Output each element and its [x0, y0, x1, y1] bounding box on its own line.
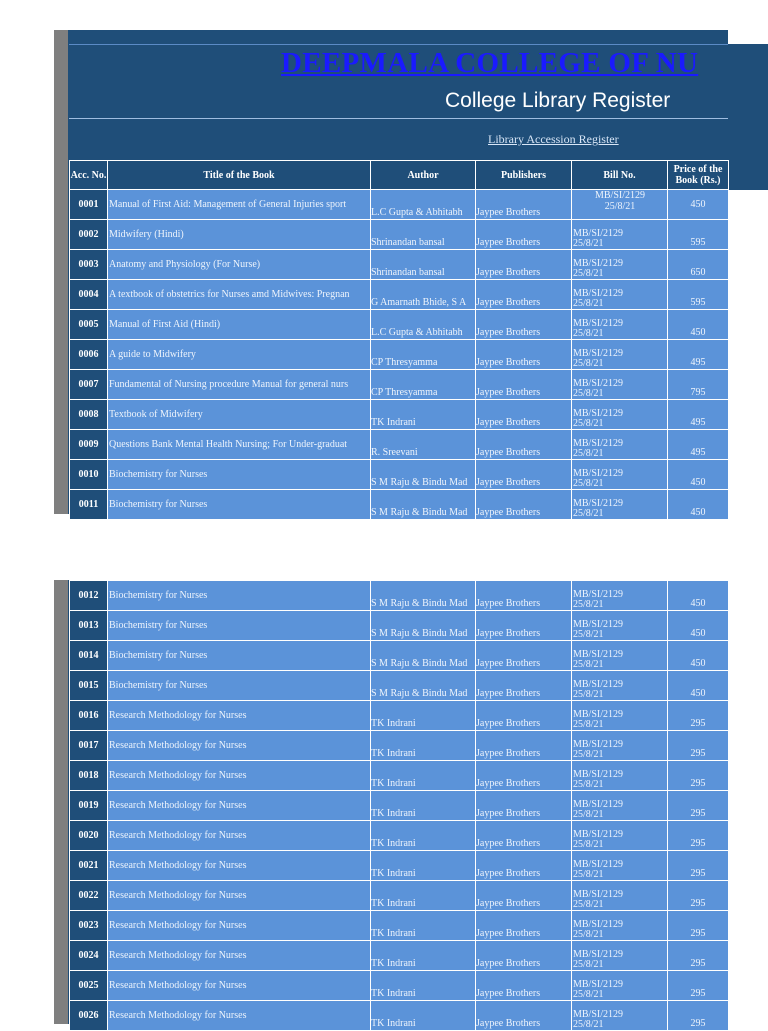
publisher-cell[interactable]: Jaypee Brothers	[476, 1001, 572, 1031]
acc-no-cell[interactable]: 0001	[70, 190, 108, 220]
table-row[interactable]	[70, 280, 729, 310]
bill-no-cell[interactable]	[572, 250, 668, 280]
publisher-cell[interactable]: Jaypee Brothers	[476, 310, 572, 340]
bill-number: MB/SI/2129	[573, 679, 624, 690]
acc-no-cell[interactable]: 0017	[70, 731, 108, 761]
bill-number: MB/SI/2129	[573, 829, 624, 840]
acc-no-cell[interactable]: 0016	[70, 701, 108, 731]
title-cell[interactable]: Research Methodology for Nurses	[108, 701, 371, 731]
author-cell[interactable]: TK Indrani	[371, 851, 476, 881]
publisher-cell[interactable]: Jaypee Brothers	[476, 280, 572, 310]
header-bill-no: Bill No.	[572, 161, 668, 190]
bill-date: 25/8/21	[573, 448, 604, 459]
acc-no-cell[interactable]: 0013	[70, 611, 108, 641]
table-row[interactable]	[70, 250, 729, 280]
table-row[interactable]	[70, 941, 729, 971]
price-cell[interactable]: 495	[668, 400, 729, 430]
title-cell[interactable]: Biochemistry for Nurses	[108, 611, 371, 641]
price-cell[interactable]: 495	[668, 340, 729, 370]
publisher-cell[interactable]: Jaypee Brothers	[476, 490, 572, 520]
publisher-cell[interactable]: Jaypee Brothers	[476, 581, 572, 611]
author-cell[interactable]: TK Indrani	[371, 400, 476, 430]
bill-no-cell[interactable]	[572, 220, 668, 250]
author-cell[interactable]: TK Indrani	[371, 731, 476, 761]
bill-number: MB/SI/2129	[573, 769, 624, 780]
bill-number: MB/SI/2129	[573, 619, 624, 630]
title-cell[interactable]: Manual of First Aid: Management of General Injuries sport	[108, 190, 371, 220]
bill-date: 25/8/21	[573, 238, 604, 249]
price-cell[interactable]: 295	[668, 1001, 729, 1031]
title-cell[interactable]: A guide to Midwifery	[108, 340, 371, 370]
bill-no-cell[interactable]	[572, 671, 668, 701]
price-cell[interactable]: 295	[668, 941, 729, 971]
bill-number: MB/SI/2129	[573, 318, 624, 329]
acc-no-cell[interactable]: 0018	[70, 761, 108, 791]
price-cell[interactable]: 295	[668, 821, 729, 851]
author-cell[interactable]: TK Indrani	[371, 791, 476, 821]
bill-number: MB/SI/2129	[573, 799, 624, 810]
acc-no-cell[interactable]: 0021	[70, 851, 108, 881]
price-cell[interactable]: 295	[668, 701, 729, 731]
acc-no-cell[interactable]: 0008	[70, 400, 108, 430]
price-cell[interactable]: 450	[668, 490, 729, 520]
bill-no-cell[interactable]	[572, 581, 668, 611]
bill-no-cell[interactable]	[572, 851, 668, 881]
table-row[interactable]	[70, 310, 729, 340]
price-cell[interactable]: 450	[668, 671, 729, 701]
price-cell[interactable]: 450	[668, 460, 729, 490]
header-price: Price of the Book (Rs.)	[668, 161, 729, 190]
table-row[interactable]	[70, 460, 729, 490]
register-title-bar	[69, 85, 728, 119]
title-cell[interactable]: Midwifery (Hindi)	[108, 220, 371, 250]
bill-date: 25/8/21	[573, 358, 604, 369]
author-cell[interactable]: TK Indrani	[371, 701, 476, 731]
title-cell[interactable]: Research Methodology for Nurses	[108, 1001, 371, 1031]
overflow-cell-block	[728, 44, 768, 190]
author-cell[interactable]: R. Sreevani	[371, 430, 476, 460]
bill-no-cell[interactable]	[572, 310, 668, 340]
title-cell[interactable]: Research Methodology for Nurses	[108, 731, 371, 761]
header-acc-no: Acc. No.	[70, 161, 108, 190]
title-cell[interactable]: Biochemistry for Nurses	[108, 671, 371, 701]
price-cell[interactable]: 450	[668, 611, 729, 641]
title-cell[interactable]: Research Methodology for Nurses	[108, 881, 371, 911]
price-cell[interactable]: 795	[668, 370, 729, 400]
price-cell[interactable]: 450	[668, 190, 729, 220]
title-cell[interactable]: Research Methodology for Nurses	[108, 851, 371, 881]
bill-no-cell[interactable]	[572, 761, 668, 791]
bill-number: MB/SI/2129	[573, 739, 624, 750]
bill-number: MB/SI/2129	[573, 378, 624, 389]
acc-no-cell[interactable]: 0020	[70, 821, 108, 851]
publisher-cell[interactable]: Jaypee Brothers	[476, 370, 572, 400]
bill-date: 25/8/21	[573, 1019, 604, 1030]
price-cell[interactable]: 295	[668, 791, 729, 821]
acc-no-cell[interactable]: 0022	[70, 881, 108, 911]
college-name: DEEPMALA COLLEGE OF NU	[281, 47, 699, 79]
title-cell[interactable]: Biochemistry for Nurses	[108, 641, 371, 671]
price-cell[interactable]: 295	[668, 971, 729, 1001]
bill-no-cell[interactable]	[572, 460, 668, 490]
bill-number: MB/SI/2129	[573, 438, 624, 449]
publisher-cell[interactable]: Jaypee Brothers	[476, 941, 572, 971]
bill-number: MB/SI/2129	[573, 949, 624, 960]
title-cell[interactable]: Biochemistry for Nurses	[108, 581, 371, 611]
bill-date: 25/8/21	[573, 899, 604, 910]
table-row[interactable]	[70, 220, 729, 250]
price-cell[interactable]: 295	[668, 881, 729, 911]
author-cell[interactable]: S M Raju & Bindu Mad	[371, 641, 476, 671]
author-cell[interactable]: TK Indrani	[371, 881, 476, 911]
author-cell[interactable]: CP Thresyamma	[371, 340, 476, 370]
title-cell[interactable]: Questions Bank Mental Health Nursing; For Under-graduat	[108, 430, 371, 460]
bill-date: 25/8/21	[573, 869, 604, 880]
author-cell[interactable]: TK Indrani	[371, 971, 476, 1001]
title-cell[interactable]: Biochemistry for Nurses	[108, 490, 371, 520]
bill-no-cell[interactable]	[572, 911, 668, 941]
bill-no-cell[interactable]	[572, 490, 668, 520]
table-row[interactable]	[70, 1001, 729, 1031]
bill-no-cell[interactable]	[572, 641, 668, 671]
author-cell[interactable]: S M Raju & Bindu Mad	[371, 490, 476, 520]
acc-no-cell[interactable]: 0002	[70, 220, 108, 250]
table-row[interactable]	[70, 400, 729, 430]
bill-number: MB/SI/2129	[573, 348, 624, 359]
author-cell[interactable]: S M Raju & Bindu Mad	[371, 671, 476, 701]
acc-no-cell[interactable]: 0019	[70, 791, 108, 821]
publisher-cell[interactable]: Jaypee Brothers	[476, 220, 572, 250]
bill-no-cell[interactable]	[572, 430, 668, 460]
bill-no-cell[interactable]	[572, 881, 668, 911]
author-cell[interactable]: TK Indrani	[371, 761, 476, 791]
bill-date: 25/8/21	[573, 719, 604, 730]
accession-table-page-1	[69, 160, 729, 520]
table-row[interactable]	[70, 190, 729, 220]
table-row[interactable]	[70, 340, 729, 370]
header-title: Title of the Book	[108, 161, 371, 190]
bill-number: MB/SI/2129	[573, 1009, 624, 1020]
price-cell[interactable]: 450	[668, 641, 729, 671]
table-row[interactable]	[70, 911, 729, 941]
author-cell[interactable]: Shrinandan bansal	[371, 220, 476, 250]
bill-no-cell[interactable]	[572, 971, 668, 1001]
author-cell[interactable]: S M Raju & Bindu Mad	[371, 460, 476, 490]
author-cell[interactable]: S M Raju & Bindu Mad	[371, 581, 476, 611]
bill-date: 25/8/21	[573, 779, 604, 790]
bill-no-cell[interactable]	[572, 370, 668, 400]
publisher-cell[interactable]: Jaypee Brothers	[476, 611, 572, 641]
author-cell[interactable]: TK Indrani	[371, 911, 476, 941]
bill-no-cell[interactable]	[572, 340, 668, 370]
bill-date: 25/8/21	[573, 508, 604, 519]
bill-no-cell[interactable]	[572, 190, 668, 220]
bill-date: 25/8/21	[573, 929, 604, 940]
bill-number: MB/SI/2129	[573, 649, 624, 660]
header-author: Author	[371, 161, 476, 190]
accession-table-page-2	[69, 580, 729, 1031]
acc-no-cell[interactable]: 0003	[70, 250, 108, 280]
table-row[interactable]	[70, 731, 729, 761]
bill-no-cell[interactable]	[572, 791, 668, 821]
author-cell[interactable]: G Amarnath Bhide, S A	[371, 280, 476, 310]
publisher-cell[interactable]: Jaypee Brothers	[476, 400, 572, 430]
bill-date: 25/8/21	[573, 839, 604, 850]
author-cell[interactable]: L.C Gupta & Abhitabh	[371, 190, 476, 220]
acc-no-cell[interactable]: 0010	[70, 460, 108, 490]
acc-no-cell[interactable]: 0007	[70, 370, 108, 400]
table-row[interactable]	[70, 761, 729, 791]
table-row[interactable]	[70, 851, 729, 881]
table-row[interactable]	[70, 370, 729, 400]
acc-no-cell[interactable]: 0004	[70, 280, 108, 310]
bill-number: MB/SI/2129	[594, 190, 645, 201]
table-row[interactable]	[70, 971, 729, 1001]
header-publisher: Publishers	[476, 161, 572, 190]
publisher-cell[interactable]: Jaypee Brothers	[476, 911, 572, 941]
acc-no-cell[interactable]: 0011	[70, 490, 108, 520]
acc-no-cell[interactable]: 0012	[70, 581, 108, 611]
accession-title-bar	[69, 119, 728, 159]
bill-number: MB/SI/2129	[573, 498, 624, 509]
author-cell[interactable]: Shrinandan bansal	[371, 250, 476, 280]
bill-date: 25/8/21	[573, 749, 604, 760]
bill-no-cell[interactable]	[572, 280, 668, 310]
publisher-cell[interactable]: Jaypee Brothers	[476, 851, 572, 881]
bill-no-cell[interactable]	[572, 941, 668, 971]
bill-number: MB/SI/2129	[573, 589, 624, 600]
bill-date: 25/8/21	[573, 809, 604, 820]
acc-no-cell[interactable]: 0009	[70, 430, 108, 460]
bill-number: MB/SI/2129	[573, 919, 624, 930]
acc-no-cell[interactable]: 0005	[70, 310, 108, 340]
publisher-cell[interactable]: Jaypee Brothers	[476, 340, 572, 370]
bill-date: 25/8/21	[573, 298, 604, 309]
table-row[interactable]	[70, 641, 729, 671]
bill-date: 25/8/21	[573, 478, 604, 489]
bill-no-cell[interactable]	[572, 400, 668, 430]
bill-date: 25/8/21	[573, 959, 604, 970]
author-cell[interactable]: CP Thresyamma	[371, 370, 476, 400]
price-cell[interactable]: 295	[668, 911, 729, 941]
bill-number: MB/SI/2129	[573, 889, 624, 900]
price-cell[interactable]: 650	[668, 250, 729, 280]
college-name-bar	[69, 44, 768, 86]
bill-number: MB/SI/2129	[573, 979, 624, 990]
publisher-cell[interactable]: Jaypee Brothers	[476, 881, 572, 911]
bill-no-cell[interactable]	[572, 731, 668, 761]
register-title: College Library Register	[445, 89, 671, 112]
publisher-cell[interactable]: Jaypee Brothers	[476, 971, 572, 1001]
table-row[interactable]	[70, 430, 729, 460]
bill-no-cell[interactable]	[572, 1001, 668, 1031]
title-cell[interactable]: Research Methodology for Nurses	[108, 761, 371, 791]
price-cell[interactable]: 595	[668, 280, 729, 310]
publisher-cell[interactable]: Jaypee Brothers	[476, 761, 572, 791]
author-cell[interactable]: TK Indrani	[371, 1001, 476, 1031]
acc-no-cell[interactable]: 0026	[70, 1001, 108, 1031]
author-cell[interactable]: TK Indrani	[371, 821, 476, 851]
acc-no-cell[interactable]: 0006	[70, 340, 108, 370]
bill-number: MB/SI/2129	[573, 859, 624, 870]
price-cell[interactable]: 295	[668, 851, 729, 881]
table-row[interactable]	[70, 581, 729, 611]
title-cell[interactable]: Research Methodology for Nurses	[108, 941, 371, 971]
bill-date: 25/8/21	[573, 659, 604, 670]
table-row[interactable]	[70, 671, 729, 701]
bill-date: 25/8/21	[573, 388, 604, 399]
table-row[interactable]	[70, 701, 729, 731]
publisher-cell[interactable]: Jaypee Brothers	[476, 791, 572, 821]
table-row[interactable]	[70, 881, 729, 911]
publisher-cell[interactable]: Jaypee Brothers	[476, 430, 572, 460]
bill-no-cell[interactable]	[572, 701, 668, 731]
author-cell[interactable]: S M Raju & Bindu Mad	[371, 611, 476, 641]
table-row[interactable]	[70, 490, 729, 520]
title-cell[interactable]: Research Methodology for Nurses	[108, 791, 371, 821]
author-cell[interactable]: TK Indrani	[371, 941, 476, 971]
bill-date: 25/8/21	[573, 629, 604, 640]
publisher-cell[interactable]: Jaypee Brothers	[476, 190, 572, 220]
publisher-cell[interactable]: Jaypee Brothers	[476, 671, 572, 701]
bill-date: 25/8/21	[573, 689, 604, 700]
price-cell[interactable]: 450	[668, 581, 729, 611]
price-cell[interactable]: 295	[668, 731, 729, 761]
title-cell[interactable]: Textbook of Midwifery	[108, 400, 371, 430]
bill-date: 25/8/21	[573, 328, 604, 339]
price-cell[interactable]: 595	[668, 220, 729, 250]
bill-number: MB/SI/2129	[573, 709, 624, 720]
publisher-cell[interactable]: Jaypee Brothers	[476, 641, 572, 671]
author-cell[interactable]: L.C Gupta & Abhitabh	[371, 310, 476, 340]
title-cell[interactable]: Fundamental of Nursing procedure Manual for general nurs	[108, 370, 371, 400]
title-cell[interactable]: A textbook of obstetrics for Nurses amd Midwives: Pregnan	[108, 280, 371, 310]
price-cell[interactable]: 495	[668, 430, 729, 460]
title-cell[interactable]: Biochemistry for Nurses	[108, 460, 371, 490]
acc-no-cell[interactable]: 0025	[70, 971, 108, 1001]
title-cell[interactable]: Research Methodology for Nurses	[108, 911, 371, 941]
publisher-cell[interactable]: Jaypee Brothers	[476, 701, 572, 731]
title-cell[interactable]: Research Methodology for Nurses	[108, 971, 371, 1001]
bill-number: MB/SI/2129	[573, 408, 624, 419]
publisher-cell[interactable]: Jaypee Brothers	[476, 731, 572, 761]
title-cell[interactable]: Research Methodology for Nurses	[108, 821, 371, 851]
bill-no-cell[interactable]	[572, 611, 668, 641]
publisher-cell[interactable]: Jaypee Brothers	[476, 460, 572, 490]
table-row[interactable]	[70, 611, 729, 641]
bill-number: MB/SI/2129	[573, 288, 624, 299]
bill-date: 25/8/21	[573, 268, 604, 279]
price-cell[interactable]: 450	[668, 310, 729, 340]
publisher-cell[interactable]: Jaypee Brothers	[476, 250, 572, 280]
bill-date: 25/8/21	[604, 201, 636, 212]
acc-no-cell[interactable]: 0015	[70, 671, 108, 701]
title-cell[interactable]: Manual of First Aid (Hindi)	[108, 310, 371, 340]
price-cell[interactable]: 295	[668, 761, 729, 791]
bill-number: MB/SI/2129	[573, 468, 624, 479]
bill-date: 25/8/21	[573, 599, 604, 610]
title-cell[interactable]: Anatomy and Physiology (For Nurse)	[108, 250, 371, 280]
bill-no-cell[interactable]	[572, 821, 668, 851]
acc-no-cell[interactable]: 0014	[70, 641, 108, 671]
bill-number: MB/SI/2129	[573, 258, 624, 269]
table-row[interactable]	[70, 791, 729, 821]
table-row[interactable]	[70, 821, 729, 851]
bill-number: MB/SI/2129	[573, 228, 624, 239]
publisher-cell[interactable]: Jaypee Brothers	[476, 821, 572, 851]
bill-date: 25/8/21	[573, 989, 604, 1000]
acc-no-cell[interactable]: 0023	[70, 911, 108, 941]
bill-date: 25/8/21	[573, 418, 604, 429]
acc-no-cell[interactable]: 0024	[70, 941, 108, 971]
table-header-row	[70, 161, 729, 190]
accession-title[interactable]: Library Accession Register	[488, 132, 619, 146]
